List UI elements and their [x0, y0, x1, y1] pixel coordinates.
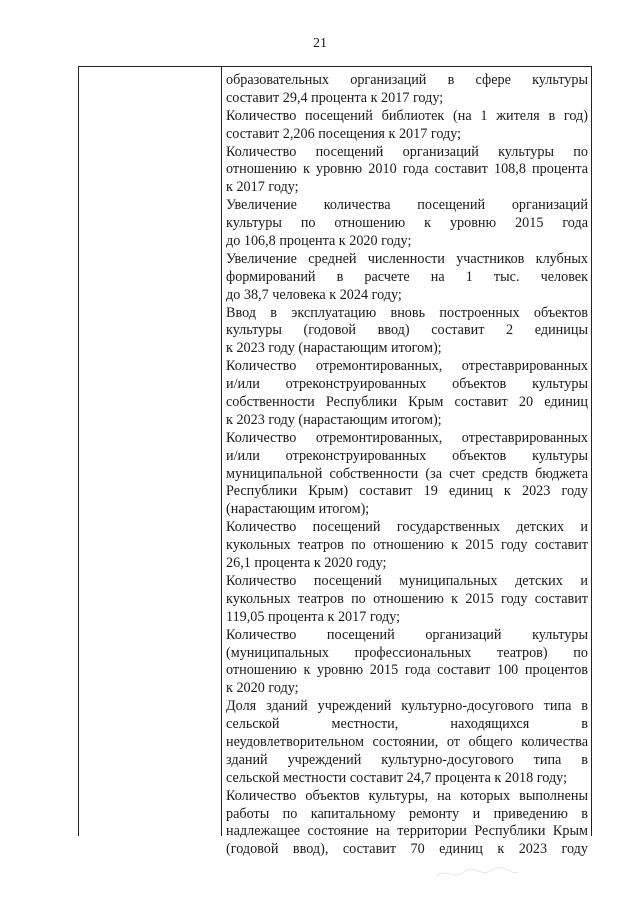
text-line: неудовлетворительном состоянии, от общего количества [226, 733, 588, 750]
text-line: культуры по отношению к уровню 2015 года [226, 215, 588, 232]
text-line: культуры (годовой ввод) составит 2 единицы [226, 322, 588, 339]
text-line: (годовой ввод), составит 70 единиц к 2023 году [226, 841, 588, 858]
text-line: сельской местности составит 24,7 процента к 2018 году; [226, 769, 568, 786]
text-line: зданий учреждений культурно-досугового типа в [226, 751, 588, 768]
text-line: до 106,8 процента к 2020 году; [226, 233, 412, 250]
text-line: собственности Республики Крым составит 20 единиц [226, 394, 588, 411]
text-line: к 2023 году (нарастающим итогом); [226, 340, 442, 357]
text-line: к 2020 году; [226, 680, 299, 697]
text-line: Количество отремонтированных, отреставрированных [226, 429, 588, 446]
text-line: Увеличение количества посещений организаций [226, 197, 588, 214]
text-line: Количество объектов культуры, на которых выполнены [226, 787, 588, 804]
table-text-cell [226, 72, 588, 859]
page-number: 21 [313, 36, 327, 51]
text-line: Количество посещений библиотек (на 1 жителя в год) [226, 107, 588, 124]
text-line: составит 2,206 посещения к 2017 году; [226, 125, 462, 142]
text-line: составит 29,4 процента к 2017 году; [226, 89, 444, 106]
scan-artifact [432, 864, 522, 884]
text-line: кукольных театров по отношению к 2015 году составит [226, 590, 588, 607]
text-line: и/или отреконструированных объектов культуры [226, 447, 588, 464]
text-line: Количество посещений муниципальных детских и [226, 572, 588, 589]
text-line: сельской местности, находящихся в [226, 716, 588, 733]
text-line: 119,05 процента к 2017 году; [226, 608, 401, 625]
text-line: формирований в расчете на 1 тыс. человек [226, 268, 588, 285]
text-line: Количество посещений организаций культуры по [226, 143, 588, 160]
column-divider [221, 66, 222, 836]
text-line: Ввод в эксплуатацию вновь построенных объектов [226, 304, 588, 321]
text-line: работы по капитальному ремонту и приведению в [226, 805, 588, 822]
text-line: (нарастающим итогом); [226, 501, 370, 518]
text-line: отношению к уровню 2015 года составит 100 процентов [226, 662, 588, 679]
text-line: Количество посещений организаций культуры [226, 626, 588, 643]
text-line: муниципальной собственности (за счет средств бюджета [226, 465, 588, 482]
text-line: до 38,7 человека к 2024 году; [226, 286, 402, 303]
text-line: надлежащее состояние на территории Республики Крым [226, 823, 588, 840]
text-line: кукольных театров по отношению к 2015 году составит [226, 537, 588, 554]
text-line: к 2017 году; [226, 179, 299, 196]
text-line: Количество посещений государственных детских и [226, 519, 588, 536]
text-line: Увеличение средней численности участников клубных [226, 250, 588, 267]
text-line: Республики Крым) составит 19 единиц к 2023 году [226, 483, 588, 500]
text-line: Количество отремонтированных, отреставрированных [226, 358, 588, 375]
text-line: 26,1 процента к 2020 году; [226, 555, 387, 572]
text-line: к 2023 году (нарастающим итогом); [226, 411, 442, 428]
text-line: Доля зданий учреждений культурно-досугового типа в [226, 698, 588, 715]
text-line: отношению к уровню 2010 года составит 108,8 процента [226, 161, 588, 178]
text-line: образовательных организаций в сфере культуры [226, 72, 588, 88]
text-line: (муниципальных профессиональных театров) по [226, 644, 588, 661]
text-line: и/или отреконструированных объектов культуры [226, 376, 588, 393]
